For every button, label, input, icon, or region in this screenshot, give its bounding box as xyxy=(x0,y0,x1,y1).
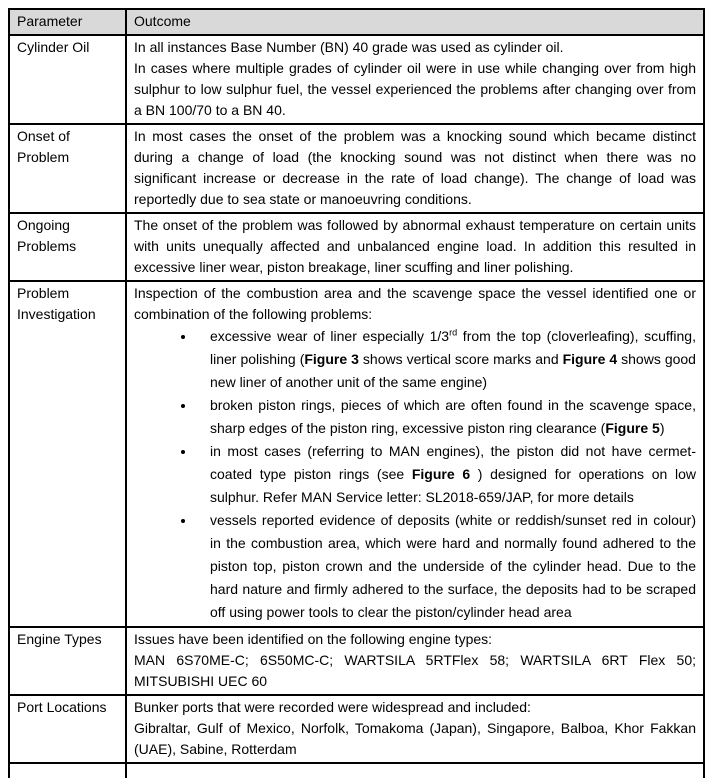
outcome-paragraph xyxy=(134,58,696,121)
bold-text: Figure 5 xyxy=(605,420,660,436)
text-segment: shows vertical score marks and xyxy=(358,351,563,367)
table-row xyxy=(9,213,704,281)
table-body xyxy=(9,35,704,778)
text-segment: In cases where multiple grades of cylinder oil were in use while changing over from high sulphur to low sulphur fuel, the vessel experienced the problems after changing over from a BN 100/70 to a BN 40. xyxy=(134,60,696,118)
text-segment: vessels reported evidence of deposits (white or reddish/sunset red in colour) in the combustion area, which were hard and normally found adhered to the piston top, piston crown and the underside of the cylinder head. Due to the hard nature and firmly adhered to the surface, the deposits had to be scraped off using power tools to clear the piston/cylinder head area xyxy=(210,512,696,620)
parameter-cell: Problem Investigation xyxy=(9,281,126,627)
outcome-cell xyxy=(126,35,704,124)
text-segment: from the top (cloverleafing), scuffing, liner polishing ( xyxy=(210,328,696,367)
text-segment: In all instances Base Number (BN) 40 grade was used as cylinder oil. xyxy=(134,39,564,55)
outcome-paragraph xyxy=(134,629,696,650)
header-cell-outcome: Outcome xyxy=(126,9,704,35)
bold-text: Figure 6 xyxy=(411,466,471,482)
bullet-item xyxy=(196,394,696,440)
bullet-item xyxy=(196,440,696,509)
outcome-paragraph xyxy=(134,215,696,278)
outcome-paragraph xyxy=(134,650,696,692)
text-segment: ) designed for operations on low sulphur. Refer MAN Service letter: SL2018-659/JAP, for more details xyxy=(210,466,696,505)
cutoff-row xyxy=(9,763,704,778)
bullet-item xyxy=(196,325,696,394)
table-row xyxy=(9,281,704,627)
outcome-cell xyxy=(126,213,704,281)
text-segment: MAN 6S70ME-C; 6S50MC-C; WARTSILA 5RTFlex 58; WARTSILA 6RT Flex 50; MITSUBISHI UEC 60 xyxy=(134,652,696,689)
outcome-cell xyxy=(126,695,704,763)
text-segment: excessive wear of liner especially 1/3 xyxy=(210,328,450,344)
outcome-cell xyxy=(126,627,704,695)
table-header xyxy=(9,9,704,35)
text-segment: shows good new liner of another unit of the same engine) xyxy=(210,351,696,390)
parameter-cell: Onset of Problem xyxy=(9,124,126,213)
parameter-outcome-table xyxy=(8,8,705,778)
table-row xyxy=(9,35,704,124)
parameter-cell: Ongoing Problems xyxy=(9,213,126,281)
text-segment: Gibraltar, Gulf of Mexico, Norfolk, Tomakoma (Japan), Singapore, Balboa, Khor Fakkan (UAE), Sabine, Rotterdam xyxy=(134,720,696,757)
table-row xyxy=(9,695,704,763)
outcome-paragraph xyxy=(134,37,696,58)
text-segment: In most cases the onset of the problem was a knocking sound which became distinct during a change of load (the knocking sound was not distinct when there was no significant increase or decrease in the rate of load change). The change of load was reportedly due to sea state or manoeuvring conditions. xyxy=(134,128,696,207)
superscript-text: rd xyxy=(449,327,458,338)
table-row xyxy=(9,124,704,213)
parameter-cell: Engine Types xyxy=(9,627,126,695)
table-row xyxy=(9,627,704,695)
bold-text: Figure 4 xyxy=(562,351,618,367)
outcome-cell xyxy=(126,124,704,213)
outcome-paragraph xyxy=(134,126,696,210)
outcome-cell xyxy=(126,763,704,778)
header-row xyxy=(9,9,704,35)
text-segment: Bunker ports that were recorded were widespread and included: xyxy=(134,699,531,715)
bold-text: Figure 3 xyxy=(304,351,359,367)
text-segment: The onset of the problem was followed by abnormal exhaust temperature on certain units with units unequally affected and unbalanced engine load. In addition this resulted in excessive liner wear, piston breakage, liner scuffing and liner polishing. xyxy=(134,217,696,275)
outcome-cell xyxy=(126,281,704,627)
text-segment: broken piston rings, pieces of which are often found in the scavenge space, sharp edges of the piston ring, excessive piston ring clearance ( xyxy=(210,397,696,436)
text-segment: Inspection of the combustion area and the scavenge space the vessel identified one or combination of the following problems: xyxy=(134,285,696,322)
outcome-paragraph xyxy=(134,697,696,718)
text-segment: ) xyxy=(659,420,665,436)
parameter-cell: Cylinder Oil xyxy=(9,35,126,124)
parameter-cell xyxy=(9,763,126,778)
bullet-item xyxy=(196,509,696,624)
text-segment: in most cases (referring to MAN engines), the piston did not have cermet-coated type piston rings (see xyxy=(210,443,696,482)
outcome-bullet-list xyxy=(134,325,696,624)
outcome-paragraph xyxy=(134,283,696,325)
text-segment: Issues have been identified on the following engine types: xyxy=(134,631,493,647)
parameter-cell: Port Locations xyxy=(9,695,126,763)
header-cell-parameter: Parameter xyxy=(9,9,126,35)
outcome-paragraph xyxy=(134,718,696,760)
